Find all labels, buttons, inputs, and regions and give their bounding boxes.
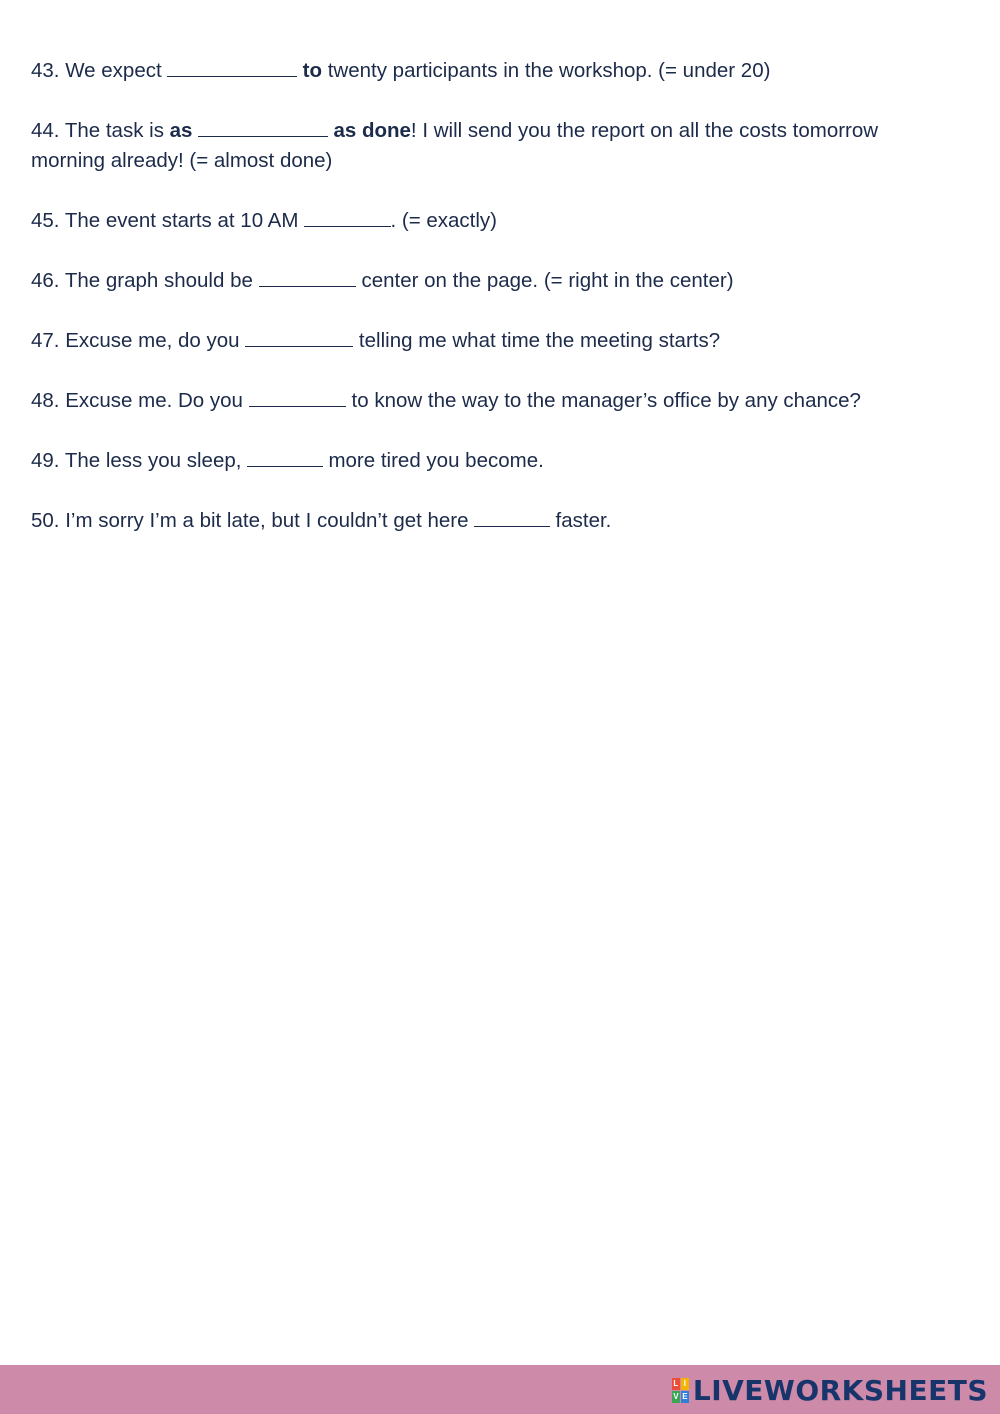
question-text: center on the page. (= right in the center) — [355, 269, 734, 292]
question-text: . (= exactly) — [390, 209, 498, 232]
answer-blank[interactable] — [198, 116, 328, 137]
brand-icon-letter: V — [673, 1391, 679, 1401]
answer-blank[interactable] — [304, 206, 390, 227]
question-text: faster. — [549, 509, 612, 532]
question-text: 44. The task is — [31, 119, 170, 142]
question-text: 48. Excuse me. Do you — [31, 389, 249, 412]
question-45 — [31, 206, 931, 236]
question-text: more tired you become. — [322, 449, 544, 472]
answer-blank[interactable] — [167, 56, 297, 77]
question-text: ! I will send you the report on all the costs tomorrow morning already! (= almost done) — [31, 119, 879, 172]
brand-icon — [672, 1378, 689, 1403]
question-44 — [31, 116, 931, 176]
worksheet — [31, 56, 931, 566]
question-text: 43. We expect — [31, 59, 168, 82]
brand-name: LIVEWORKSHEETS — [692, 1373, 988, 1407]
question-text: 47. Excuse me, do you — [31, 329, 246, 352]
question-48 — [31, 386, 931, 416]
question-text: twenty participants in the workshop. (= under 20) — [322, 59, 771, 82]
question-text: 49. The less you sleep, — [31, 449, 248, 472]
bold-keyword: to — [302, 59, 323, 82]
question-text: to know the way to the manager’s office by any chance? — [345, 389, 861, 412]
bold-keyword: as — [169, 119, 193, 142]
brand-icon-letter: L — [673, 1378, 679, 1388]
question-50 — [31, 506, 931, 536]
answer-blank[interactable] — [247, 446, 323, 467]
question-43 — [31, 56, 931, 86]
brand-icon-letter: E — [682, 1391, 688, 1401]
brand-icon-letter: I — [681, 1378, 689, 1390]
question-46 — [31, 266, 931, 296]
question-text: 46. The graph should be — [31, 269, 259, 292]
answer-blank[interactable] — [474, 506, 550, 527]
answer-blank[interactable] — [259, 266, 356, 287]
question-text: telling me what time the meeting starts? — [353, 329, 721, 352]
question-text: 50. I’m sorry I’m a bit late, but I couldn’t get here — [31, 509, 475, 532]
footer-bar — [0, 1365, 1000, 1414]
question-text: 45. The event starts at 10 AM — [31, 209, 305, 232]
bold-keyword: as done — [333, 119, 411, 142]
answer-blank[interactable] — [249, 386, 346, 407]
question-47 — [31, 326, 931, 356]
question-49 — [31, 446, 931, 476]
liveworksheets-logo[interactable] — [672, 1373, 988, 1407]
answer-blank[interactable] — [245, 326, 353, 347]
